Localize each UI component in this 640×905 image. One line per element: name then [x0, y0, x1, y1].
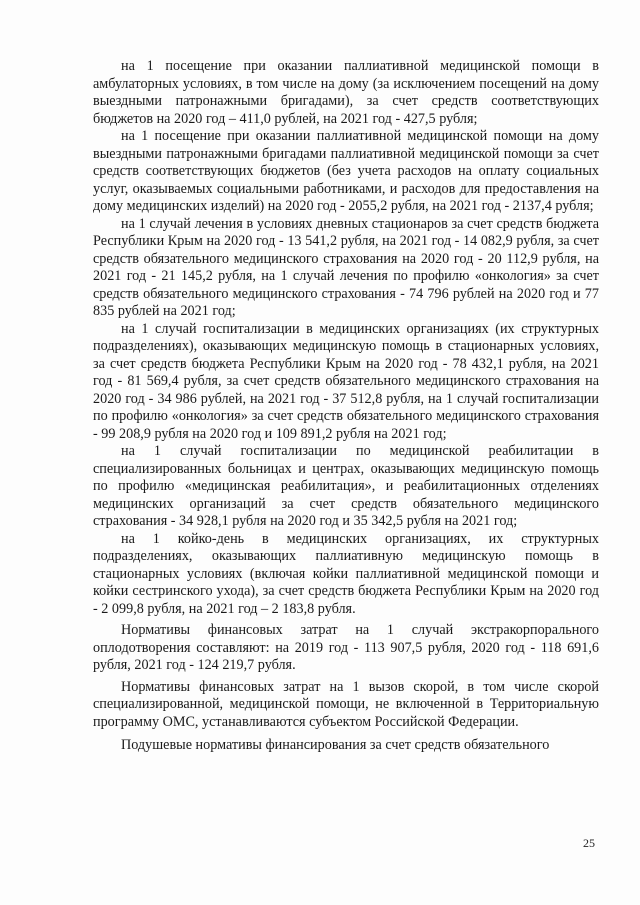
paragraph-palliative-ambulatory: на 1 посещение при оказании паллиативной медицинской помощи в амбулаторных условиях, в том числе на дому (за исключением посещений на дому выездными патронажными бригадами), за счет средств соответствующих бюджетов на 2020 год – 411,0 рублей, на 2021 год - 427,5 рубля; [93, 58, 599, 127]
paragraph-bed-day: на 1 койко-день в медицинских организациях, их структурных подразделениях, оказывающих паллиативную медицинскую помощь в стационарных условиях (включая койки паллиативной медицинской помощи и койки сестринского ухода), за счет средств бюджета Республики Крым на 2020 год - 2 099,8 рубля, на 2021 год – 2 183,8 рубля. [93, 530, 599, 617]
paragraph-day-hospital: на 1 случай лечения в условиях дневных стационаров за счет средств бюджета Республики Крым на 2020 год - 13 541,2 рубля, на 2021 год - 14 082,9 рубля, за счет средств обязательного медицинского страхования на 2020 год - 20 112,9 рубля, на 2021 год - 21 145,2 рубля, на 1 случай лечения по профилю «онкология» за счет средств обязательного медицинского страхования - 74 796 рублей на 2020 год и 77 835 рублей на 2021 год; [93, 215, 599, 319]
paragraph-per-capita-norms: Подушевые нормативы финансирования за счет средств обязательного [121, 737, 550, 753]
page-number: 25 [583, 836, 595, 850]
paragraph-ambulance-norms: Нормативы финансовых затрат на 1 вызов скорой, в том числе скорой специализированной, медицинской помощи, не включенной в Территориальную программу ОМС, устанавливаются субъектом Российской Федерации. [93, 678, 599, 730]
paragraph-palliative-home-visits: на 1 посещение при оказании паллиативной медицинской помощи на дому выездными патронажными бригадами паллиативной медицинской помощи за счет средств соответствующих бюджетов (без учета расходов на оплату социальных услуг, оказываемых социальными работниками, и расходов для предоставления на дому медицинских изделий) на 2020 год - 2055,2 рубля, на 2021 год - 2137,4 рубля; [93, 128, 599, 214]
paragraph-rehabilitation: на 1 случай госпитализации по медицинской реабилитации в специализированных больницах и центрах, оказывающих медицинскую помощь по профилю «медицинская реабилитация», и реабилитационных отделениях медицинских организаций за счет средств обязательного медицинского страхования - 34 928,1 рубля на 2020 год и 35 342,5 рубля на 2021 год; [93, 443, 599, 529]
document-body [93, 58, 599, 755]
paragraph-hospitalization: на 1 случай госпитализации в медицинских организациях (их структурных подразделениях), оказывающих медицинскую помощь в стационарных условиях, за счет средств бюджета Республики Крым на 2020 год - 78 432,1 рубля, на 2021 год - 81 569,4 рубля, за счет средств обязательного медицинского страхования на 2020 год - 34 986 рублей, на 2021 год - 37 512,8 рубля, на 1 случай госпитализации по профилю «онкология» за счет средств обязательного медицинского страхования - 99 208,9 рубля на 2020 год и 109 891,2 рубля на 2021 год; [93, 320, 599, 442]
paragraph-ivf-norms: Нормативы финансовых затрат на 1 случай экстракорпорального оплодотворения составляют: на 2019 год - 113 907,5 рубля, 2020 год - 118 691,6 рубля, 2021 год - 124 219,7 рубля. [93, 622, 599, 673]
